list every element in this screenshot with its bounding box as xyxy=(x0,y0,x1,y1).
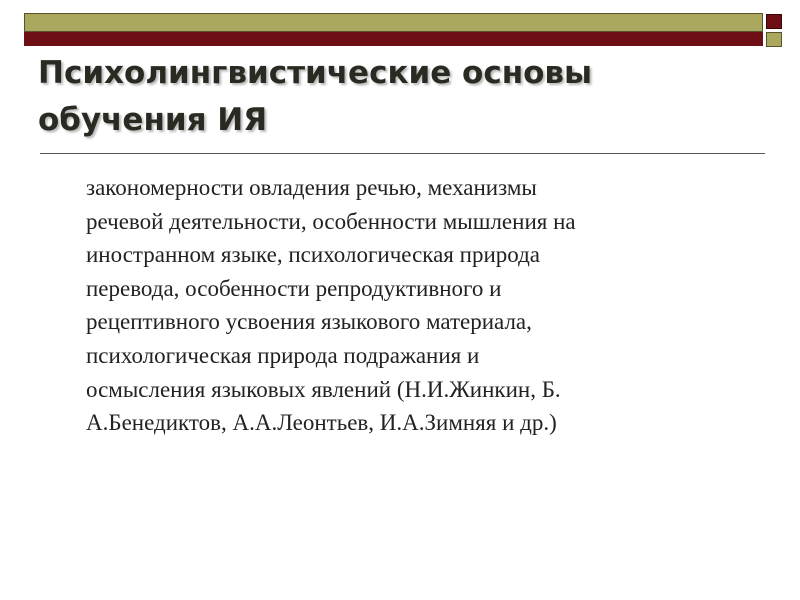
title-line: Психолингвистические основы xyxy=(38,55,593,91)
corner-square-olive xyxy=(766,32,782,47)
title-line: обучения ИЯ xyxy=(38,102,268,138)
body-line: рецептивного усвоения языкового материала, xyxy=(86,309,532,335)
corner-square-maroon xyxy=(766,14,782,29)
header-bar-olive xyxy=(24,13,763,32)
body-line: осмысления языковых явлений (Н.И.Жинкин, Б. xyxy=(86,376,561,402)
body-line: перевода, особенности репродуктивного и xyxy=(86,275,502,301)
body-line: психологическая природа подражания и xyxy=(86,342,480,368)
header-bar-maroon xyxy=(24,32,763,46)
slide-body xyxy=(86,171,771,440)
title-divider xyxy=(40,153,765,154)
body-line: речевой деятельности, особенности мышления на xyxy=(86,208,576,234)
body-line: иностранном языке, психологическая природа xyxy=(86,242,541,268)
body-line: А.Бенедиктов, А.А.Леонтьев, И.А.Зимняя и др.) xyxy=(86,410,557,436)
slide-title xyxy=(38,50,758,144)
body-line: закономерности овладения речью, механизмы xyxy=(86,175,537,200)
